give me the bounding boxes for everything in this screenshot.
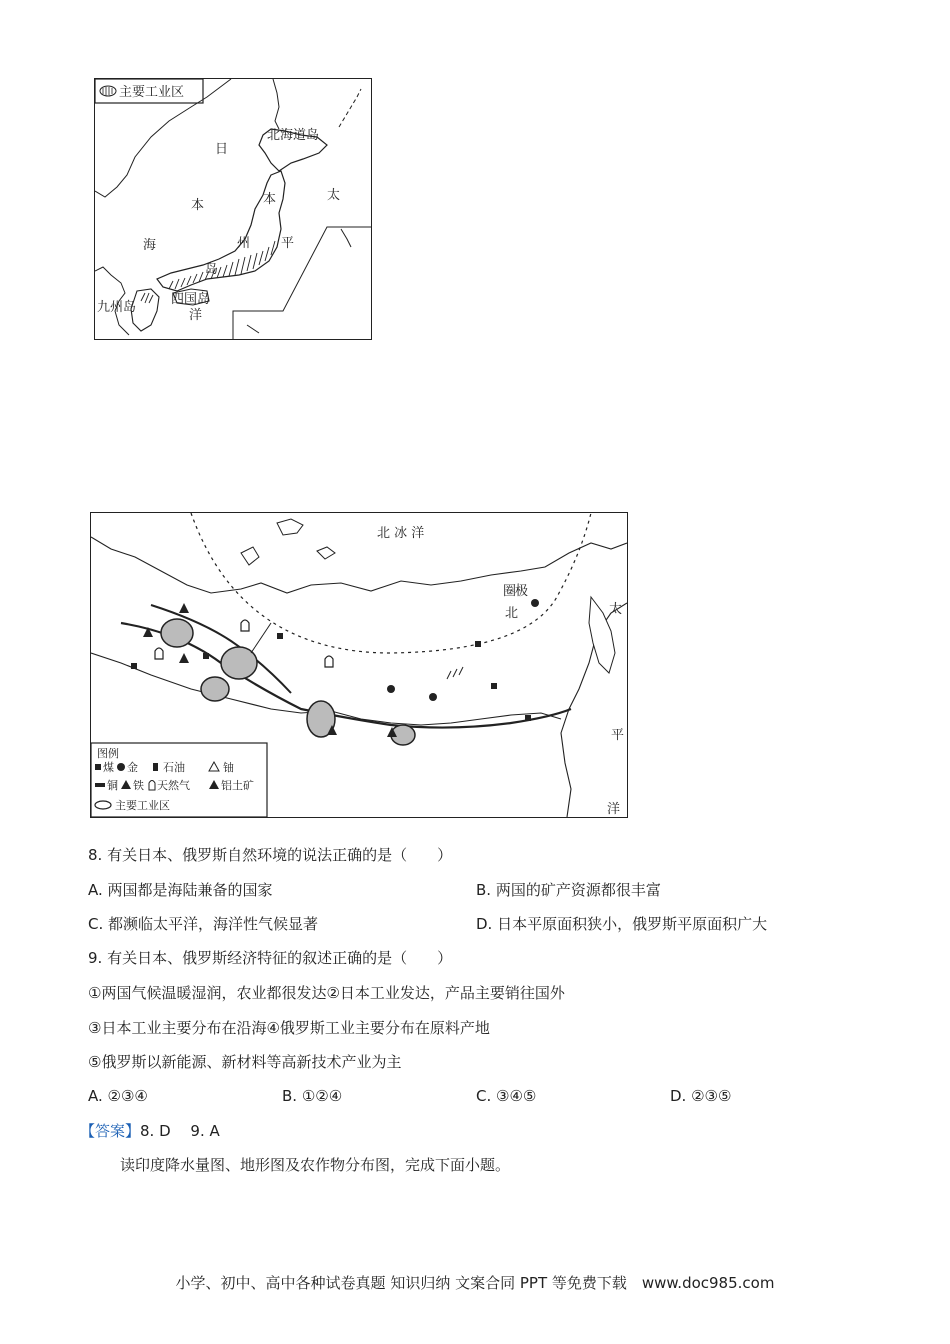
label-sea-hai: 海: [143, 238, 157, 253]
answer-tag: 【答案】: [80, 1122, 141, 1140]
label-hokkaido: 北海道岛: [267, 128, 320, 143]
q9-option-b: B. ①②④: [282, 1087, 343, 1105]
answer-text: 8. D 9. A: [140, 1122, 220, 1140]
label-pacific-tai: 太: [609, 602, 623, 617]
russia-map: [90, 512, 628, 818]
legend-oil: 石油: [163, 761, 185, 774]
sakhalin-island: [273, 79, 279, 129]
q9-option-d: D. ②③⑤: [670, 1087, 732, 1105]
legend-iron: 铁: [133, 779, 144, 792]
label-pacific-ping: 平: [611, 728, 625, 743]
label-honshu-zhou: 州: [237, 236, 251, 251]
q8-option-b: B. 两国的矿产资源都很丰富: [476, 881, 661, 899]
north-coast: [91, 537, 627, 593]
label-pacific-ping: 平: [281, 236, 295, 251]
label-shikoku: 四国岛: [171, 292, 211, 307]
label-arctic-circle-bei: 北: [505, 606, 519, 621]
q9-statement-3: ⑤俄罗斯以新能源、新材料等高新技术产业为主: [88, 1053, 402, 1071]
label-honshu-ben: 本: [263, 192, 277, 207]
legend-copper: 铜: [107, 779, 118, 792]
footer-text: 小学、初中、高中各种试卷真题 知识归纳 文案合同 PPT 等免费下载 www.doc985.com: [175, 1274, 775, 1292]
gas-icon: [149, 781, 155, 791]
kuril-islands: [339, 89, 361, 127]
japan-map-svg: [95, 79, 371, 339]
arctic-island: [241, 547, 259, 565]
industrial-zone-volga: [201, 677, 229, 701]
q9-statement-1: ①两国气候温暖湿润，农业都很发达②日本工业发达，产品主要销往国外: [88, 984, 565, 1002]
legend-uranium: 铀: [223, 761, 234, 774]
label-arctic-ocean: 北 冰 洋: [377, 526, 425, 541]
arctic-island: [317, 547, 335, 559]
q8-stem: 8. 有关日本、俄罗斯自然环境的说法正确的是（ ）: [88, 846, 453, 864]
gold-icon: [117, 763, 125, 771]
label-pacific-tai: 太: [327, 188, 341, 203]
novaya-zemlya-island: [277, 519, 303, 535]
copper-icon: [95, 783, 105, 787]
q8-option-a: A. 两国都是海陆兼备的国家: [88, 881, 273, 899]
japan-legend-label: 主要工业区: [119, 85, 185, 100]
q8-option-c: C. 都濒临太平洋，海洋性气候显著: [88, 915, 319, 933]
q9-stem: 9. 有关日本、俄罗斯经济特征的叙述正确的是（ ）: [88, 949, 453, 967]
label-arctic-circle-ji: 极: [515, 584, 529, 599]
industrial-zone-moscow: [161, 619, 193, 647]
industry-legend-icon: [100, 86, 116, 96]
legend-coal: 煤: [103, 761, 114, 774]
q8-option-d: D. 日本平原面积狭小，俄罗斯平原面积广大: [476, 915, 768, 933]
oil-icon: [153, 763, 158, 771]
label-sea-ri: 日: [215, 142, 229, 157]
answer-line: [80, 1121, 220, 1141]
q9-statement-2: ③日本工业主要分布在沿海④俄罗斯工业主要分布在原料产地: [88, 1019, 490, 1037]
legend-title: 图例: [97, 747, 119, 760]
label-honshu-dao: 岛: [205, 262, 219, 277]
russia-legend: [91, 743, 267, 817]
legend-bauxite: 铝土矿: [221, 779, 254, 792]
coal-icon: [95, 764, 101, 770]
label-arctic-circle-quan: 圈: [503, 584, 517, 599]
izu-islands: [341, 229, 351, 247]
label-pacific-yang: 洋: [189, 308, 203, 323]
ryukyu-islands: [247, 325, 259, 333]
q9-option-c: C. ③④⑤: [476, 1087, 537, 1105]
japan-map: [94, 78, 372, 340]
russia-map-svg: [91, 513, 627, 817]
honshu-island: [157, 171, 285, 291]
intro-text: 读印度降水量图、地形图及农作物分布图，完成下面小题。: [120, 1156, 511, 1174]
label-pacific-yang: 洋: [607, 802, 621, 817]
label-sea-ben: 本: [191, 198, 205, 213]
q9-option-a: A. ②③④: [88, 1087, 148, 1105]
legend-gas: 天然气: [157, 779, 190, 792]
legend-industry: 主要工业区: [115, 799, 170, 812]
legend-gold: 金: [127, 761, 138, 774]
label-kyushu: 九州岛: [97, 300, 137, 315]
